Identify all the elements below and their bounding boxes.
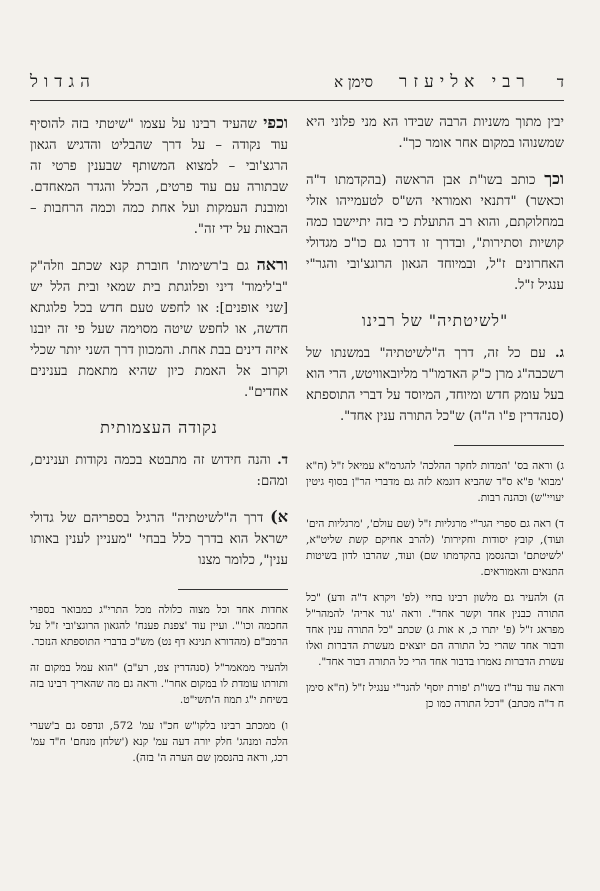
paragraph-text: שהעיד רבינו על עצמו "שיטתי בזה להוסיף עוד נקודה – על דרך שהבליט והדגיש הגאון הרגצ'ובי – למצוא המשותף שבענין פרטי זה שבתורה עם עוד פרטים, הכלל והגדר המאחדם. ומובנת העמקות ועל אחת כמה וכמה הרחבות – הבאות על ידי זה". <box>30 117 288 237</box>
running-header-right <box>334 72 564 92</box>
siman-label: סימן א <box>334 72 374 91</box>
section-title: "לשיטתיה" של רבינו <box>361 311 509 330</box>
footnotes <box>306 458 564 712</box>
paragraph-text: יבין מתוך משניות הרבה שבידו הא מני פלוני היא שמשנוהו במקום אחר אומר כך". <box>306 115 564 151</box>
paragraph-lead: א) <box>270 507 288 526</box>
paragraph <box>306 343 564 427</box>
left-column <box>30 112 288 776</box>
footnote: אחדות אחד וכל מצוה כלולה מכל התרי"ג כמבואר בספרי החכמה וכו'". ועיין עוד 'צפנת פענח' להגאון הרוגצ'ובי ז"ל על הרמב"ם (מהדורא תנינא דף נט) מש"כ בדברי התוספתא הנזכר. <box>30 604 288 648</box>
footnote: ד) ראה גם ספרי הגר"י מרגליות ז"ל (שם עולם', 'מרגליות הים' ועוד), קובץ יסודות וחקירות' (להרב אחיקם קשת שליט"א, 'לשיטתם' ובהנסמן בהקדמתו שם) ועוד, שהרבו לדון בשיטות התנאים והאמוראים. <box>306 518 564 578</box>
paragraph-text: והנה חידוש זה מתבטא בכמה נקודות וענינים, ומהם: <box>30 453 288 489</box>
paragraph <box>30 506 288 571</box>
header-rule <box>30 100 564 101</box>
paragraph-lead: וראה <box>256 255 288 274</box>
footnote: ה) ולהעיר גם מלשון רבינו בחיי (לפ' ויקרא ד"ה ודע) "כל התורה כבנין אחד וקשר אחד". וראה 'גור אריה' להמהר"ל מפראג ז"ל (פ' יתרו כ, א אות ג) שכתב "כל התורה ענין אחד ודבור אחד שהרי כל התורה הם יוצאים מעשרת הדברות ואלו עשרת הדברות נאמרו בדבור אחד הרי כל התורה דבור אחד". <box>306 592 564 668</box>
footnote-rule <box>454 445 564 446</box>
paragraph-text: גם ב'רשימות' חוברת קנא שכתב וזלה"ק "ב'לימוד' דיני ופלוגתת בית שמאי ובית הלל יש [שני אופנים]: או לחפש טעם חדש בכל פלוגתא חדשה, או לחפש שיטה מסוימה שעל פי זה יובנו איזה דינים בבת אחת. והמכוון דרך השני יותר שכלי וקרוב אל האמת כיון שהיא מתאמת בענינים אחדים". <box>30 259 288 400</box>
running-title-left: הגדול <box>30 72 96 92</box>
page-number: ד <box>556 72 564 91</box>
footnote: ולהעיר ממאמר"ל (סנהדרין צט, רע"ב) "הוא עמל במקום זה ותורתו עומדת לו במקום אחר". וראה גם מה שהאריך רבינו בזה בשיחת י"ג תמוז ה'תשי"ט. <box>30 662 288 706</box>
running-header <box>30 70 564 94</box>
footnote: ו) ממכתב רבינו בלקו"ש חכ"ו עמ' 572, ונדפס גם ב'שערי הלכה ומנהג' חלק יורה דעה עמ' קנא ('שלחן מנחם' ח"ד עמ' רכג, וראה בהנסמן שם הערה ה' בזה). <box>30 720 288 764</box>
paragraph <box>30 112 288 240</box>
paragraph <box>30 254 288 403</box>
paragraph-text: עם כל זה, דרך ה"לשיטתיה" במשנתו של רשכבה"ג מרן כ"ק האדמו"ר מליובאוויטש, הרי הוא בעל עומק חדש ומיוחד, המיוסד על דברי התוספתא (סנהדרין פ"ו ה"ה) ש"כל התורה ענין אחד". <box>306 346 564 424</box>
paragraph <box>306 112 564 154</box>
paragraph-lead: וכפי <box>263 113 288 132</box>
footnote: ג) וראה בס' 'המדות לחקר ההלכה' להגרמ"א עמיאל ז"ל (ח"א 'מבוא' פ"א ס"ד שהביא דוגמא לזה גם מדברי הר"ן בסוף גיטין יעויי"ש) וכהנה רבות. <box>306 460 564 504</box>
paragraph <box>306 168 564 296</box>
footnote-rule <box>178 589 288 590</box>
section-title: נקודה העצמותית <box>100 418 218 437</box>
right-column <box>306 112 564 722</box>
paragraph-text: כותב בשו"ת אבן הראשה (בהקדמתו ד"ה וכאשר) "דתנאי ואמוראי הש"ס לטעמייהו אזלי במחלוקתם, והוא רב התועלת כי בזה יתיישבו כמה קושיות וסתירות", ובדרך זו דרכו גם כו"כ מגדולי האחרונים ז"ל, ובמיוחד הגאון הרוגצ'ובי והגר"י ענגיל ז"ל. <box>306 173 564 293</box>
paragraph <box>30 450 288 492</box>
running-title-right: רבי אליעזר <box>399 72 531 92</box>
footnote: וראה עוד עד"ז בשו"ת 'פורת יוסף' להגר"י ענגיל ז"ל (ח"א סימן ח ד"ה מכתב) "דכל התורה כמו כן <box>306 682 564 710</box>
footnotes <box>30 602 288 766</box>
paragraph-text: דרך ה"לשיטתיה" הרגיל בספריהם של גדולי ישראל הוא בדרך כלל בבחי' "מעניין לענין באותו ענין", כלומר מצנו <box>30 511 288 568</box>
paragraph-lead: ג. <box>555 346 564 361</box>
paragraph-lead: ד. <box>277 453 288 468</box>
paragraph-lead: וכך <box>544 169 564 188</box>
